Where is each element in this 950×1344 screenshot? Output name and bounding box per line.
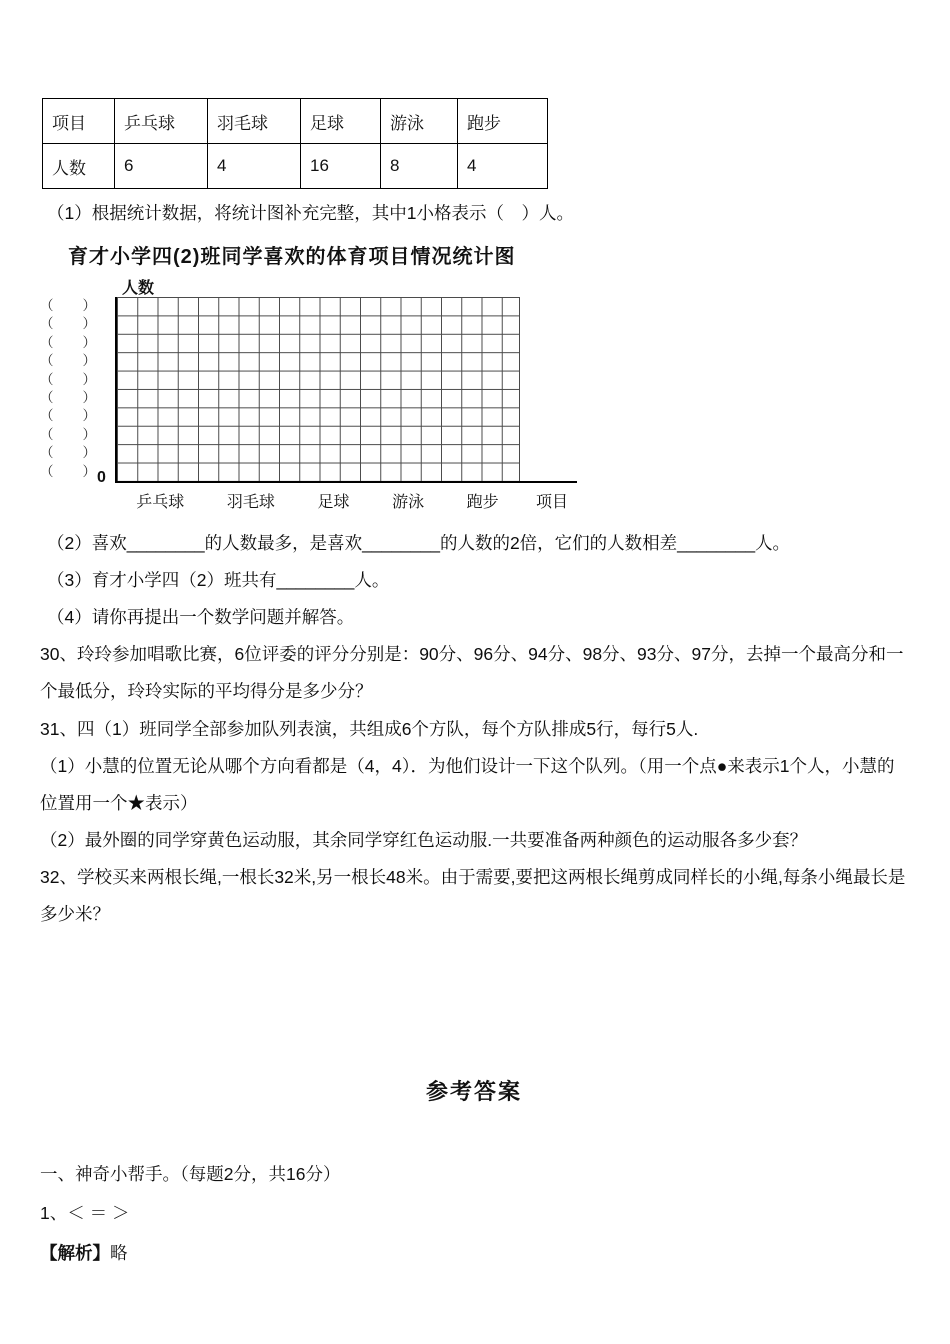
table-row <box>43 99 548 144</box>
y-tick-blank <box>40 426 96 444</box>
paren-open: （ <box>40 390 54 406</box>
y-tick-blank <box>40 315 96 333</box>
table-cell: 乒乓球 <box>115 99 208 144</box>
paren-open: （ <box>40 445 54 461</box>
paren-open: （ <box>40 316 54 332</box>
answers-title: 参考答案 <box>425 1079 522 1105</box>
question-31-sub1: （1）小慧的位置无论从哪个方向看都是（4，4）．为他们设计一下这个队列。（用一个点●来表示1个人，小慧的位置用一个★表示） <box>40 755 895 813</box>
chart-grid <box>115 297 520 481</box>
x-label-swimming: 游泳 <box>392 494 425 512</box>
answer-1-analysis <box>40 1237 908 1270</box>
table-row <box>43 144 548 189</box>
paren-close: ） <box>82 390 96 406</box>
table-cell: 人数 <box>43 144 115 189</box>
statistics-chart <box>40 273 908 525</box>
paren-open: （ <box>40 334 54 350</box>
y-axis-label: 人数 <box>122 280 155 298</box>
table-cell: 8 <box>381 144 458 189</box>
paren-open: （ <box>40 463 54 479</box>
y-axis-blank-ticks <box>40 297 100 481</box>
stats-table <box>42 98 548 189</box>
paren-close: ） <box>82 334 96 350</box>
table-cell: 6 <box>115 144 208 189</box>
origin-label: 0 <box>97 469 106 487</box>
question-31-sub2: （2）最外圈的同学穿黄色运动服，其余同学穿红色运动服.一共要准备两种颜色的运动服各多少套？ <box>40 829 808 850</box>
question-29-sub3: （3）育才小学四（2）班共有________人。 <box>47 570 390 591</box>
answers-section1-heading: 一、神奇小帮手。（每题2分，共16分） <box>40 1164 341 1185</box>
paren-close: ） <box>82 298 96 314</box>
paren-open: （ <box>40 371 54 387</box>
x-axis-line <box>115 481 577 483</box>
paren-close: ） <box>82 316 96 332</box>
table-cell: 足球 <box>301 99 381 144</box>
paren-open: （ <box>40 426 54 442</box>
paren-close: ） <box>82 408 96 424</box>
table-cell: 4 <box>208 144 301 189</box>
x-label-pingpong: 乒乓球 <box>136 494 185 512</box>
question-30: 30、玲玲参加唱歌比赛，6位评委的评分分别是：90分、96分、94分、98分、93分、97分，去掉一个最高分和一个最低分，玲玲实际的平均得分是多少分？ <box>40 644 904 702</box>
paren-close: ） <box>82 353 96 369</box>
question-29-sub4: （4）请你再提出一个数学问题并解答。 <box>47 607 355 628</box>
analysis-value: 略 <box>110 1242 128 1263</box>
y-tick-blank <box>40 389 96 407</box>
y-tick-blank <box>40 297 96 315</box>
table-cell: 羽毛球 <box>208 99 301 144</box>
y-tick-blank <box>40 444 96 462</box>
y-tick-blank <box>40 352 96 370</box>
table-cell: 项目 <box>43 99 115 144</box>
y-tick-blank <box>40 463 96 481</box>
table-cell: 游泳 <box>381 99 458 144</box>
x-label-football: 足球 <box>317 494 350 512</box>
paren-open: （ <box>40 408 54 424</box>
x-axis-label: 项目 <box>536 494 569 512</box>
x-axis-category-labels <box>115 489 520 512</box>
table-cell: 跑步 <box>458 99 548 144</box>
x-label-running: 跑步 <box>466 494 499 512</box>
question-29-sub1: （1）根据统计数据，将统计图补充完整，其中1小格表示（ ）人。 <box>47 203 574 223</box>
y-tick-blank <box>40 334 96 352</box>
paren-close: ） <box>82 445 96 461</box>
answer-1: 1、＜ ＝ ＞ <box>40 1203 130 1224</box>
question-31: 31、四（1）班同学全部参加队列表演，共组成6个方队，每个方队排成5行，每行5人. <box>40 718 699 739</box>
table-cell: 16 <box>301 144 381 189</box>
y-tick-blank <box>40 407 96 425</box>
question-32: 32、学校买来两根长绳,一根长32米,另一根长48米。由于需要,要把这两根长绳剪成同样长的小绳,每条小绳最长是多少米？ <box>40 866 906 925</box>
x-label-badminton: 羽毛球 <box>226 494 275 512</box>
table-cell: 4 <box>458 144 548 189</box>
paren-close: ） <box>82 371 96 387</box>
paren-close: ） <box>82 426 96 442</box>
question-29-sub2: （2）喜欢________的人数最多，是喜欢________的人数的2倍，它们的人数相差________人。 <box>47 533 791 554</box>
chart-title: 育才小学四(2)班同学喜欢的体育项目情况统计图 <box>68 246 516 269</box>
paren-open: （ <box>40 353 54 369</box>
analysis-label: 【解析】 <box>40 1242 110 1263</box>
paren-open: （ <box>40 298 54 314</box>
y-tick-blank <box>40 371 96 389</box>
paren-close: ） <box>82 463 96 479</box>
